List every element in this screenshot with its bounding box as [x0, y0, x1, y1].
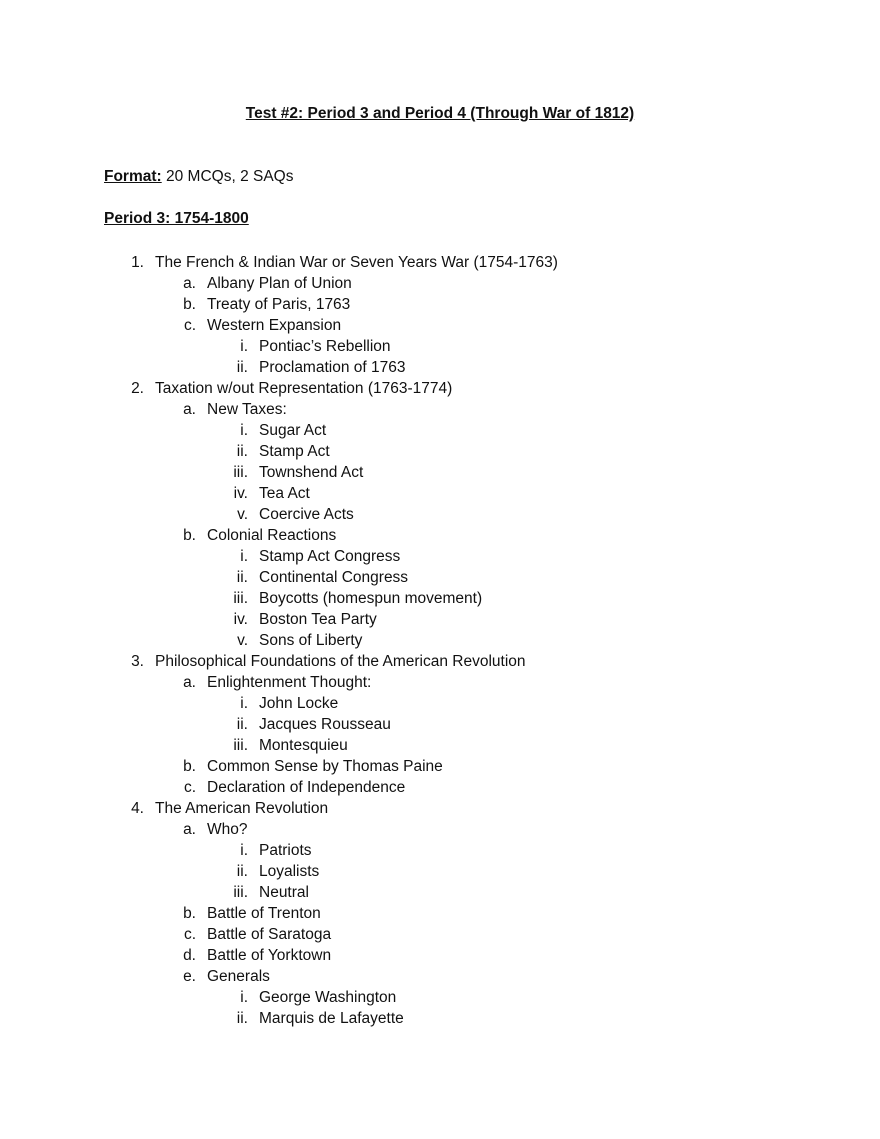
outline-item-level-3	[0, 567, 880, 588]
list-marker: i.	[240, 548, 248, 565]
outline-item-level-2	[0, 294, 880, 315]
list-item-text: Patriots	[259, 842, 312, 859]
list-marker: i.	[240, 989, 248, 1006]
list-marker: b.	[183, 296, 196, 313]
list-marker: i.	[240, 338, 248, 355]
list-marker: v.	[237, 506, 248, 523]
list-marker: a.	[183, 275, 196, 292]
list-marker: v.	[237, 632, 248, 649]
list-item-text: Albany Plan of Union	[207, 275, 352, 292]
list-marker: a.	[183, 821, 196, 838]
outline-item-level-3	[0, 735, 880, 756]
list-item-text: Battle of Yorktown	[207, 947, 332, 964]
list-marker: ii.	[236, 1010, 248, 1027]
list-marker: b.	[183, 527, 196, 544]
list-marker: a.	[183, 401, 196, 418]
list-item-text: Who?	[207, 821, 248, 838]
list-item-text: Treaty of Paris, 1763	[207, 296, 351, 313]
outline-item-level-2	[0, 756, 880, 777]
list-marker: i.	[240, 422, 248, 439]
list-item-text: Montesquieu	[259, 737, 348, 754]
list-marker: i.	[240, 695, 248, 712]
list-item-text: Sugar Act	[259, 422, 327, 439]
list-marker: iv.	[233, 485, 248, 502]
list-item-text: George Washington	[259, 989, 397, 1006]
outline-item-level-3	[0, 630, 880, 651]
outline-item-level-3	[0, 336, 880, 357]
list-marker: i.	[240, 842, 248, 859]
list-marker: 1.	[131, 254, 144, 271]
list-item-text: Sons of Liberty	[259, 632, 363, 649]
list-item-text: Proclamation of 1763	[259, 359, 406, 376]
outline-item-level-3	[0, 861, 880, 882]
list-item-text: Declaration of Independence	[207, 779, 406, 796]
list-marker: c.	[183, 317, 196, 334]
topic-outline	[0, 252, 880, 1029]
page-title: Test #2: Period 3 and Period 4 (Through War of 1812)	[245, 105, 635, 122]
list-item-text: New Taxes:	[207, 401, 287, 418]
list-marker: ii.	[236, 443, 248, 460]
outline-item-level-2	[0, 777, 880, 798]
list-item-text: Western Expansion	[207, 317, 342, 334]
list-marker: iii.	[233, 590, 248, 607]
list-marker: iv.	[233, 611, 248, 628]
list-item-text: Boston Tea Party	[259, 611, 377, 628]
list-marker: ii.	[236, 863, 248, 880]
list-item-text: Jacques Rousseau	[259, 716, 391, 733]
list-item-text: Colonial Reactions	[207, 527, 337, 544]
outline-item-level-3	[0, 609, 880, 630]
list-marker: 2.	[131, 380, 144, 397]
outline-item-level-1	[0, 798, 880, 819]
list-marker: ii.	[236, 569, 248, 586]
outline-item-level-3	[0, 546, 880, 567]
list-marker: iii.	[233, 737, 248, 754]
list-item-text: Tea Act	[259, 485, 310, 502]
list-marker: iii.	[233, 884, 248, 901]
outline-item-level-2	[0, 273, 880, 294]
list-marker: ii.	[236, 716, 248, 733]
outline-item-level-3	[0, 714, 880, 735]
list-marker: c.	[183, 926, 196, 943]
outline-item-level-3	[0, 357, 880, 378]
format-label: Format:	[104, 168, 162, 185]
list-marker: 3.	[131, 653, 144, 670]
outline-item-level-1	[0, 252, 880, 273]
list-marker: iii.	[233, 464, 248, 481]
outline-item-level-3	[0, 882, 880, 903]
list-marker: a.	[183, 674, 196, 691]
list-item-text: Battle of Saratoga	[207, 926, 332, 943]
list-marker: b.	[183, 905, 196, 922]
format-value: 20 MCQs, 2 SAQs	[161, 168, 294, 185]
outline-item-level-3	[0, 483, 880, 504]
outline-item-level-1	[0, 378, 880, 399]
list-item-text: John Locke	[259, 695, 339, 712]
list-item-text: Pontiac’s Rebellion	[259, 338, 391, 355]
outline-item-level-2	[0, 315, 880, 336]
list-item-text: Battle of Trenton	[207, 905, 321, 922]
period-heading: Period 3: 1754-1800	[104, 210, 249, 227]
outline-item-level-3	[0, 987, 880, 1008]
list-marker: c.	[183, 779, 196, 796]
outline-item-level-2	[0, 399, 880, 420]
outline-item-level-1	[0, 651, 880, 672]
outline-item-level-2	[0, 672, 880, 693]
list-item-text: The American Revolution	[155, 800, 329, 817]
outline-item-level-2	[0, 945, 880, 966]
outline-item-level-3	[0, 693, 880, 714]
outline-item-level-3	[0, 420, 880, 441]
format-line	[104, 168, 294, 186]
list-item-text: Common Sense by Thomas Paine	[207, 758, 443, 775]
outline-item-level-3	[0, 1008, 880, 1029]
list-item-text: Stamp Act	[259, 443, 330, 460]
list-marker: ii.	[236, 359, 248, 376]
list-item-text: Townshend Act	[259, 464, 364, 481]
outline-item-level-3	[0, 504, 880, 525]
outline-item-level-3	[0, 441, 880, 462]
outline-item-level-3	[0, 840, 880, 861]
list-item-text: Boycotts (homespun movement)	[259, 590, 483, 607]
outline-item-level-2	[0, 924, 880, 945]
list-marker: b.	[183, 758, 196, 775]
list-marker: 4.	[131, 800, 144, 817]
list-item-text: Philosophical Foundations of the American Revolution	[155, 653, 526, 670]
list-item-text: Taxation w/out Representation (1763-1774)	[155, 380, 453, 397]
outline-item-level-2	[0, 966, 880, 987]
outline-item-level-3	[0, 588, 880, 609]
list-marker: d.	[183, 947, 196, 964]
list-marker: e.	[183, 968, 196, 985]
list-item-text: Coercive Acts	[259, 506, 354, 523]
list-item-text: Enlightenment Thought:	[207, 674, 372, 691]
outline-item-level-2	[0, 819, 880, 840]
list-item-text: Marquis de Lafayette	[259, 1010, 404, 1027]
outline-item-level-2	[0, 525, 880, 546]
outline-item-level-2	[0, 903, 880, 924]
list-item-text: The French & Indian War or Seven Years War (1754-1763)	[155, 254, 558, 271]
list-item-text: Loyalists	[259, 863, 320, 880]
list-item-text: Generals	[207, 968, 270, 985]
outline-item-level-3	[0, 462, 880, 483]
list-item-text: Neutral	[259, 884, 309, 901]
list-item-text: Continental Congress	[259, 569, 409, 586]
list-item-text: Stamp Act Congress	[259, 548, 401, 565]
